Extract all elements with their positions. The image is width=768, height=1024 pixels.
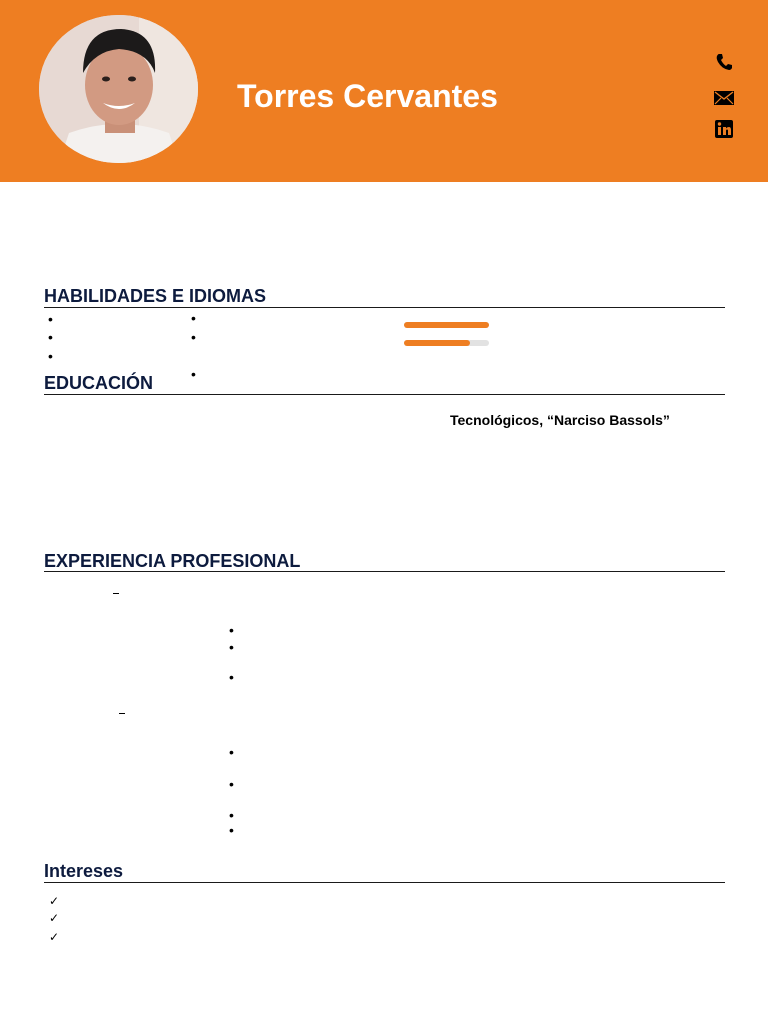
interests-divider <box>44 882 725 883</box>
mail-icon[interactable] <box>713 87 735 109</box>
experience-bullet: • <box>229 776 234 792</box>
language-bullet: • <box>191 329 196 345</box>
candidate-name: Torres Cervantes <box>237 78 498 114</box>
language-level-bar <box>404 322 489 328</box>
check-icon: ✓ <box>49 894 60 908</box>
check-icon: ✓ <box>49 930 60 944</box>
education-institution: Tecnológicos, “Narciso Bassols” <box>450 412 670 428</box>
date-dash <box>113 593 119 594</box>
skill-bullet: • <box>48 329 53 345</box>
language-level-fill <box>404 340 470 346</box>
skills-divider <box>44 307 725 308</box>
profile-photo <box>39 15 198 163</box>
date-dash <box>119 713 125 714</box>
avatar <box>39 15 198 163</box>
education-title: EDUCACIÓN <box>44 373 154 393</box>
language-bullet: • <box>191 310 196 326</box>
skill-bullet: • <box>48 348 53 364</box>
experience-bullet: • <box>229 669 234 685</box>
experience-divider <box>44 571 725 572</box>
header-banner <box>0 0 768 182</box>
skill-bullet: • <box>48 311 53 327</box>
language-bullet: • <box>191 366 196 382</box>
experience-title: EXPERIENCIA PROFESIONAL <box>44 551 301 571</box>
phone-icon[interactable] <box>713 51 735 73</box>
language-level-bar <box>404 340 489 346</box>
education-divider <box>44 394 725 395</box>
experience-bullet: • <box>229 639 234 655</box>
experience-bullet: • <box>229 807 234 823</box>
language-level-fill <box>404 322 489 328</box>
experience-bullet: • <box>229 744 234 760</box>
experience-bullet: • <box>229 622 234 638</box>
skills-title: HABILIDADES E IDIOMAS <box>44 286 267 306</box>
check-icon: ✓ <box>49 911 60 925</box>
linkedin-icon[interactable] <box>713 118 735 140</box>
interests-title: Intereses <box>44 861 124 881</box>
experience-bullet: • <box>229 822 234 838</box>
